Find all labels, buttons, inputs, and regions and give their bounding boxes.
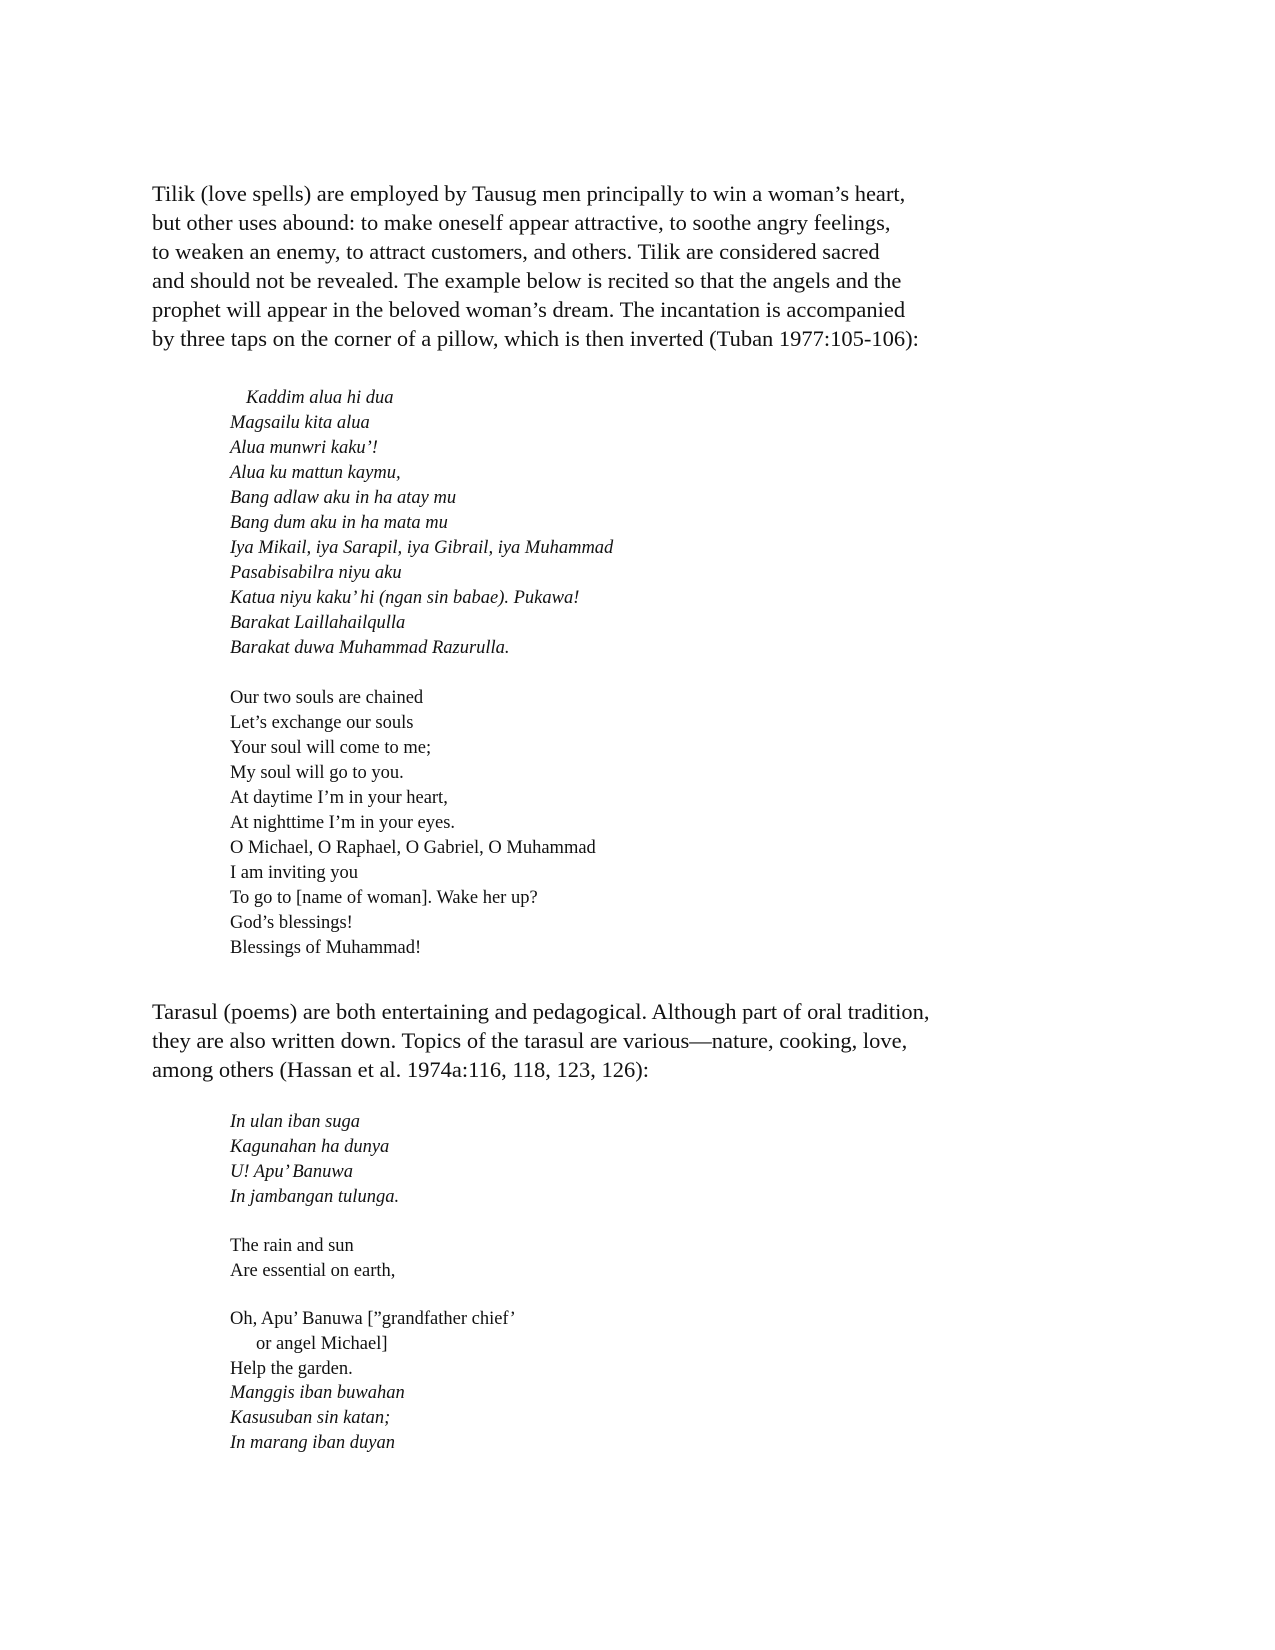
verse-line: or angel Michael] [256,1334,388,1354]
verse-line: Oh, Apu’ Banuwa [”grandfather chief’ [230,1309,516,1329]
verse-line: Pasabisabilra niyu aku [230,563,402,583]
verse-line: Help the garden. [230,1359,353,1379]
text-line: by three taps on the corner of a pillow, which is then inverted (Tuban 1977:105-106): [152,326,919,351]
verse-line: Kasusuban sin katan; [230,1408,391,1428]
verse-line: Manggis iban buwahan [230,1383,405,1403]
verse-line: Are essential on earth, [230,1261,396,1281]
verse-line: Iya Mikail, iya Sarapil, iya Gibrail, iya Muhammad [230,538,614,558]
verse-line: Katua niyu kaku’ hi (ngan sin babae). Pukawa! [230,588,580,608]
verse-line: To go to [name of woman]. Wake her up? [230,888,538,908]
verse-tarasul-1-translation-b [230,1307,930,1382]
paragraph-tilik-intro [152,179,1052,353]
verse-line: Barakat duwa Muhammad Razurulla. [230,638,510,658]
verse-line: Barakat Laillahailqulla [230,613,406,633]
paragraph-tarasul-intro [152,997,1052,1084]
verse-line: Magsailu kita alua [230,413,370,433]
verse-tilik-original [230,386,930,661]
text-line: among others (Hassan et al. 1974a:116, 118, 123, 126): [152,1057,649,1082]
verse-line: Kagunahan ha dunya [230,1137,390,1157]
verse-line: Bang adlaw aku in ha atay mu [230,488,457,508]
verse-tarasul-2-original [230,1381,930,1456]
verse-line: Blessings of Muhammad! [230,938,422,958]
verse-line: My soul will go to you. [230,763,404,783]
verse-tarasul-1-translation-a [230,1234,930,1284]
text-line: and should not be revealed. The example below is recited so that the angels and the [152,268,902,293]
verse-line: At nighttime I’m in your eyes. [230,813,456,833]
text-line: they are also written down. Topics of the tarasul are various—nature, cooking, love, [152,1028,908,1053]
text-line: to weaken an enemy, to attract customers, and others. Tilik are considered sacred [152,239,880,264]
verse-line: The rain and sun [230,1236,354,1256]
verse-line: Alua ku mattun kaymu, [230,463,401,483]
verse-line: O Michael, O Raphael, O Gabriel, O Muhammad [230,838,596,858]
verse-line: At daytime I’m in your heart, [230,788,448,808]
verse-line: Bang dum aku in ha mata mu [230,513,448,533]
verse-line: U! Apu’ Banuwa [230,1162,353,1182]
text-line: prophet will appear in the beloved woman’s dream. The incantation is accompanied [152,297,906,322]
verse-tilik-translation [230,686,930,961]
verse-line: In marang iban duyan [230,1433,395,1453]
verse-line: Your soul will come to me; [230,738,432,758]
text-line: but other uses abound: to make oneself appear attractive, to soothe angry feelings, [152,210,891,235]
text-line: Tarasul (poems) are both entertaining and pedagogical. Although part of oral tradition, [152,999,930,1024]
verse-line: Let’s exchange our souls [230,713,414,733]
verse-line: In jambangan tulunga. [230,1187,400,1207]
text-line: Tilik (love spells) are employed by Tausug men principally to win a woman’s heart, [152,181,906,206]
verse-tarasul-1-original [230,1110,930,1210]
verse-line: God’s blessings! [230,913,353,933]
verse-line: I am inviting you [230,863,358,883]
verse-line: Alua munwri kaku’! [230,438,378,458]
verse-line: Our two souls are chained [230,688,424,708]
verse-line: In ulan iban suga [230,1112,361,1132]
verse-line: Kaddim alua hi dua [246,388,394,408]
